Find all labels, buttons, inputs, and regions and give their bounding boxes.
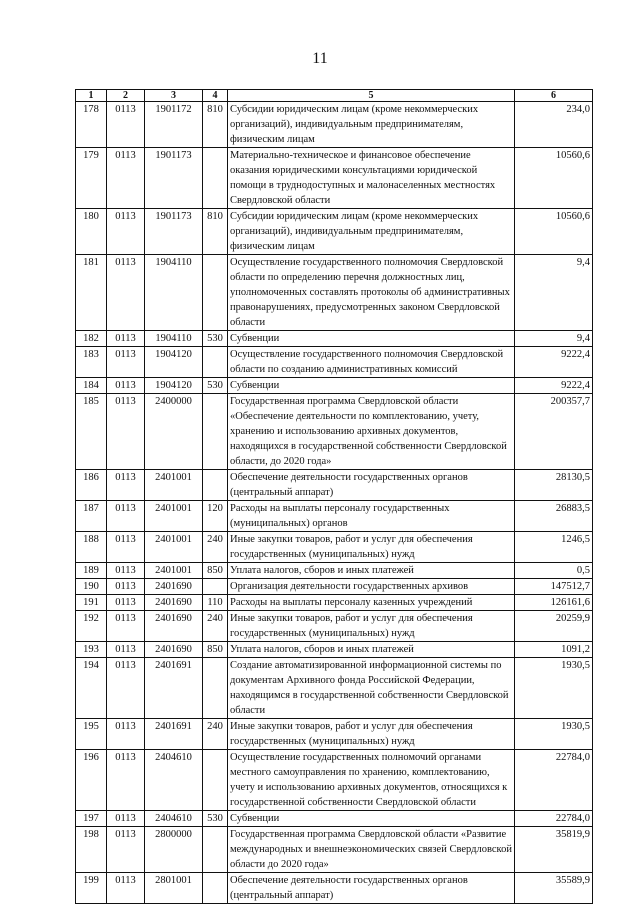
row-number: 179 xyxy=(76,148,107,209)
amount: 10560,6 xyxy=(515,209,593,255)
expense-type-code: 530 xyxy=(203,378,228,394)
expense-type-code xyxy=(203,658,228,719)
row-number: 196 xyxy=(76,750,107,811)
row-number: 181 xyxy=(76,255,107,331)
expense-type-code: 240 xyxy=(203,532,228,563)
amount: 10560,6 xyxy=(515,148,593,209)
amount: 35589,9 xyxy=(515,873,593,904)
section-code: 0113 xyxy=(107,827,145,873)
section-code: 0113 xyxy=(107,658,145,719)
article-code: 2401690 xyxy=(145,642,203,658)
section-code: 0113 xyxy=(107,148,145,209)
table-row xyxy=(76,611,593,642)
row-number: 189 xyxy=(76,563,107,579)
article-code: 2404610 xyxy=(145,750,203,811)
expense-type-code xyxy=(203,347,228,378)
header-col-4: 4 xyxy=(203,90,228,102)
section-code: 0113 xyxy=(107,719,145,750)
amount: 200357,7 xyxy=(515,394,593,470)
table-row xyxy=(76,378,593,394)
row-number: 180 xyxy=(76,209,107,255)
table-row xyxy=(76,827,593,873)
article-code: 2401001 xyxy=(145,532,203,563)
expense-name: Государственная программа Свердловской области «Обеспечение деятельности по комплектованию, учету, хранению и использованию архивных документов, находящихся в государственной собственности Свердловской области, до 2020 года» xyxy=(228,394,515,470)
expense-name: Государственная программа Свердловской области «Развитие международных и внешнеэкономических связей Свердловской области до 2020 года» xyxy=(228,827,515,873)
table-row xyxy=(76,501,593,532)
expense-name: Иные закупки товаров, работ и услуг для обеспечения государственных (муниципальных) нужд xyxy=(228,611,515,642)
row-number: 193 xyxy=(76,642,107,658)
page-number: 11 xyxy=(312,50,328,67)
expense-name: Субвенции xyxy=(228,378,515,394)
table-row xyxy=(76,148,593,209)
article-code: 2401001 xyxy=(145,563,203,579)
article-code: 2400000 xyxy=(145,394,203,470)
row-number: 197 xyxy=(76,811,107,827)
expense-type-code: 110 xyxy=(203,595,228,611)
section-code: 0113 xyxy=(107,579,145,595)
amount: 22784,0 xyxy=(515,811,593,827)
expense-name: Расходы на выплаты персоналу государственных (муниципальных) органов xyxy=(228,501,515,532)
expense-type-code xyxy=(203,827,228,873)
section-code: 0113 xyxy=(107,595,145,611)
row-number: 191 xyxy=(76,595,107,611)
expense-name: Организация деятельности государственных архивов xyxy=(228,579,515,595)
row-number: 188 xyxy=(76,532,107,563)
expense-type-code: 810 xyxy=(203,102,228,148)
expense-type-code xyxy=(203,579,228,595)
section-code: 0113 xyxy=(107,642,145,658)
amount: 1246,5 xyxy=(515,532,593,563)
row-number: 178 xyxy=(76,102,107,148)
article-code: 1904120 xyxy=(145,378,203,394)
row-number: 199 xyxy=(76,873,107,904)
section-code: 0113 xyxy=(107,563,145,579)
article-code: 2800000 xyxy=(145,827,203,873)
expense-type-code: 240 xyxy=(203,719,228,750)
article-code: 2404610 xyxy=(145,811,203,827)
expense-type-code: 240 xyxy=(203,611,228,642)
table-row xyxy=(76,642,593,658)
row-number: 185 xyxy=(76,394,107,470)
amount: 35819,9 xyxy=(515,827,593,873)
article-code: 1904120 xyxy=(145,347,203,378)
article-code: 1901172 xyxy=(145,102,203,148)
table-row xyxy=(76,750,593,811)
row-number: 192 xyxy=(76,611,107,642)
article-code: 2401690 xyxy=(145,579,203,595)
expense-type-code xyxy=(203,394,228,470)
expense-type-code: 530 xyxy=(203,331,228,347)
expense-name: Субвенции xyxy=(228,811,515,827)
section-code: 0113 xyxy=(107,811,145,827)
expense-name: Материально-техническое и финансовое обеспечение оказания юридическими консультациями юридической помощи в труднодоступных и малонаселенных местностях Свердловской области xyxy=(228,148,515,209)
article-code: 2401001 xyxy=(145,501,203,532)
expense-name: Осуществление государственных полномочий органами местного самоуправления по хранению, комплектованию, учету и использованию архивных документов, относящихся к государственной собственности Свердловской области xyxy=(228,750,515,811)
amount: 0,5 xyxy=(515,563,593,579)
row-number: 183 xyxy=(76,347,107,378)
section-code: 0113 xyxy=(107,873,145,904)
expense-name: Осуществление государственного полномочия Свердловской области по определению перечня должностных лиц, уполномоченных составлять протоколы об административных правонарушениях, предусмотренных законом Свердловской области xyxy=(228,255,515,331)
expense-type-code: 850 xyxy=(203,642,228,658)
section-code: 0113 xyxy=(107,394,145,470)
expense-name: Обеспечение деятельности государственных органов (центральный аппарат) xyxy=(228,873,515,904)
header-col-2: 2 xyxy=(107,90,145,102)
row-number: 186 xyxy=(76,470,107,501)
expense-name: Субсидии юридическим лицам (кроме некоммерческих организаций), индивидуальным предпринимателям, физическим лицам xyxy=(228,102,515,148)
article-code: 1904110 xyxy=(145,331,203,347)
row-number: 198 xyxy=(76,827,107,873)
article-code: 2801001 xyxy=(145,873,203,904)
expense-type-code: 120 xyxy=(203,501,228,532)
article-code: 1904110 xyxy=(145,255,203,331)
article-code: 2401001 xyxy=(145,470,203,501)
amount: 20259,9 xyxy=(515,611,593,642)
row-number: 195 xyxy=(76,719,107,750)
table-row xyxy=(76,331,593,347)
section-code: 0113 xyxy=(107,611,145,642)
section-code: 0113 xyxy=(107,347,145,378)
amount: 9,4 xyxy=(515,255,593,331)
table-row xyxy=(76,811,593,827)
article-code: 2401691 xyxy=(145,719,203,750)
article-code: 1901173 xyxy=(145,209,203,255)
table-row xyxy=(76,719,593,750)
expense-type-code xyxy=(203,470,228,501)
amount: 22784,0 xyxy=(515,750,593,811)
amount: 1930,5 xyxy=(515,719,593,750)
expense-name: Иные закупки товаров, работ и услуг для обеспечения государственных (муниципальных) нужд xyxy=(228,719,515,750)
section-code: 0113 xyxy=(107,209,145,255)
section-code: 0113 xyxy=(107,532,145,563)
amount: 9222,4 xyxy=(515,347,593,378)
row-number: 194 xyxy=(76,658,107,719)
expense-name: Уплата налогов, сборов и иных платежей xyxy=(228,563,515,579)
expense-type-code: 850 xyxy=(203,563,228,579)
table-row xyxy=(76,873,593,904)
article-code: 2401690 xyxy=(145,595,203,611)
amount: 9,4 xyxy=(515,331,593,347)
row-number: 187 xyxy=(76,501,107,532)
expense-type-code xyxy=(203,873,228,904)
table-row xyxy=(76,532,593,563)
row-number: 182 xyxy=(76,331,107,347)
header-col-1: 1 xyxy=(76,90,107,102)
article-code: 2401690 xyxy=(145,611,203,642)
section-code: 0113 xyxy=(107,331,145,347)
expense-name: Уплата налогов, сборов и иных платежей xyxy=(228,642,515,658)
table-body xyxy=(76,102,593,904)
section-code: 0113 xyxy=(107,501,145,532)
amount: 147512,7 xyxy=(515,579,593,595)
table-row xyxy=(76,595,593,611)
expense-type-code xyxy=(203,750,228,811)
expense-name: Расходы на выплаты персоналу казенных учреждений xyxy=(228,595,515,611)
header-col-3: 3 xyxy=(145,90,203,102)
table-header-row xyxy=(76,90,593,102)
table-row xyxy=(76,255,593,331)
table-row xyxy=(76,658,593,719)
table-row xyxy=(76,470,593,501)
expense-type-code xyxy=(203,255,228,331)
article-code: 2401691 xyxy=(145,658,203,719)
section-code: 0113 xyxy=(107,255,145,331)
expense-type-code: 530 xyxy=(203,811,228,827)
expense-name: Создание автоматизированной информационной системы по документам Архивного фонда Российской Федерации, находящимся в государственной собственности Свердловской области xyxy=(228,658,515,719)
section-code: 0113 xyxy=(107,378,145,394)
expense-name: Субвенции xyxy=(228,331,515,347)
section-code: 0113 xyxy=(107,470,145,501)
table-row xyxy=(76,579,593,595)
table-row xyxy=(76,209,593,255)
header-col-6: 6 xyxy=(515,90,593,102)
amount: 234,0 xyxy=(515,102,593,148)
expense-type-code: 810 xyxy=(203,209,228,255)
expense-name: Субсидии юридическим лицам (кроме некоммерческих организаций), индивидуальным предпринимателям, физическим лицам xyxy=(228,209,515,255)
amount: 126161,6 xyxy=(515,595,593,611)
amount: 28130,5 xyxy=(515,470,593,501)
row-number: 184 xyxy=(76,378,107,394)
table-row xyxy=(76,102,593,148)
table-row xyxy=(76,394,593,470)
budget-table xyxy=(75,89,593,904)
amount: 1930,5 xyxy=(515,658,593,719)
amount: 26883,5 xyxy=(515,501,593,532)
table-row xyxy=(76,563,593,579)
amount: 1091,2 xyxy=(515,642,593,658)
amount: 9222,4 xyxy=(515,378,593,394)
row-number: 190 xyxy=(76,579,107,595)
section-code: 0113 xyxy=(107,750,145,811)
expense-name: Осуществление государственного полномочия Свердловской области по созданию административных комиссий xyxy=(228,347,515,378)
expense-name: Обеспечение деятельности государственных органов (центральный аппарат) xyxy=(228,470,515,501)
header-col-5: 5 xyxy=(228,90,515,102)
article-code: 1901173 xyxy=(145,148,203,209)
section-code: 0113 xyxy=(107,102,145,148)
expense-name: Иные закупки товаров, работ и услуг для обеспечения государственных (муниципальных) нужд xyxy=(228,532,515,563)
expense-type-code xyxy=(203,148,228,209)
table-row xyxy=(76,347,593,378)
